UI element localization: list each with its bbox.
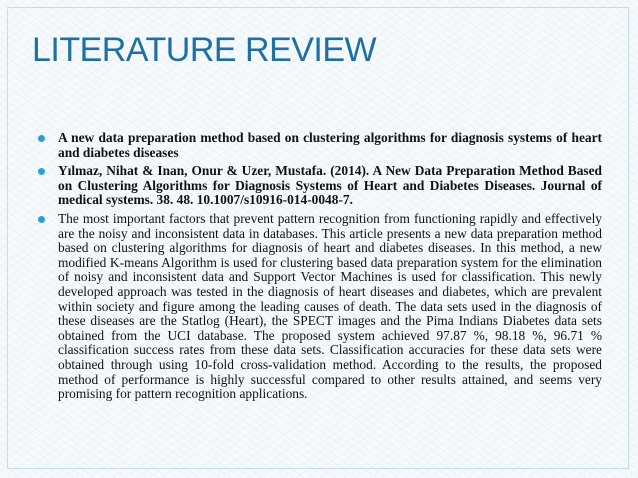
- bullet-text: A new data preparation method based on clustering algorithms for diagnosis systems of heart and diabetes diseases: [58, 130, 602, 160]
- bullet-dot-icon: [38, 135, 45, 142]
- bullet-text: The most important factors that prevent pattern recognition from functioning rapidly and effectively are the noisy and inconsistent data in databases. This article presents a new data preparation method based on clustering algorithms for diagnosis of heart and diabetes diseases. In this method, a new modified K-means Algorithm is used for clustering based data preparation system for the elimination of noisy and inconsistent data and Support Vector Machines is used for classification. This newly developed approach was tested in the diagnosis of heart diseases and diabetes, which are prevalent within society and figure among the leading causes of death. The data sets used in the diagnosis of these diseases are the Statlog (Heart), the SPECT images and the Pima Indians Diabetes data sets obtained from the UCI database. The proposed system achieved 97.87 %, 98.18 %, 96.71 % classification success rates from these data sets. Classification accuracies for these data sets were obtained through using 10-fold cross-validation method. According to the results, the proposed method of performance is highly successful compared to other results attained, and seems very promising for pattern recognition applications.: [58, 210, 602, 402]
- bullet-paper-title: [36, 131, 602, 160]
- bullet-dot-icon: [38, 216, 45, 223]
- bullet-citation: [36, 164, 602, 208]
- bullet-abstract: [36, 212, 602, 402]
- slide-title: LITERATURE REVIEW: [32, 31, 377, 69]
- bullet-list: [36, 131, 602, 406]
- bullet-text: Yılmaz, Nihat & Inan, Onur & Uzer, Mustafa. (2014). A New Data Preparation Method Based on Clustering Algorithms for Diagnosis Systems of Heart and Diabetes Diseases. Journal of medical systems. 38. 48. 10.1007/s10916-014-0048-7.: [58, 163, 602, 208]
- bullet-dot-icon: [38, 168, 45, 175]
